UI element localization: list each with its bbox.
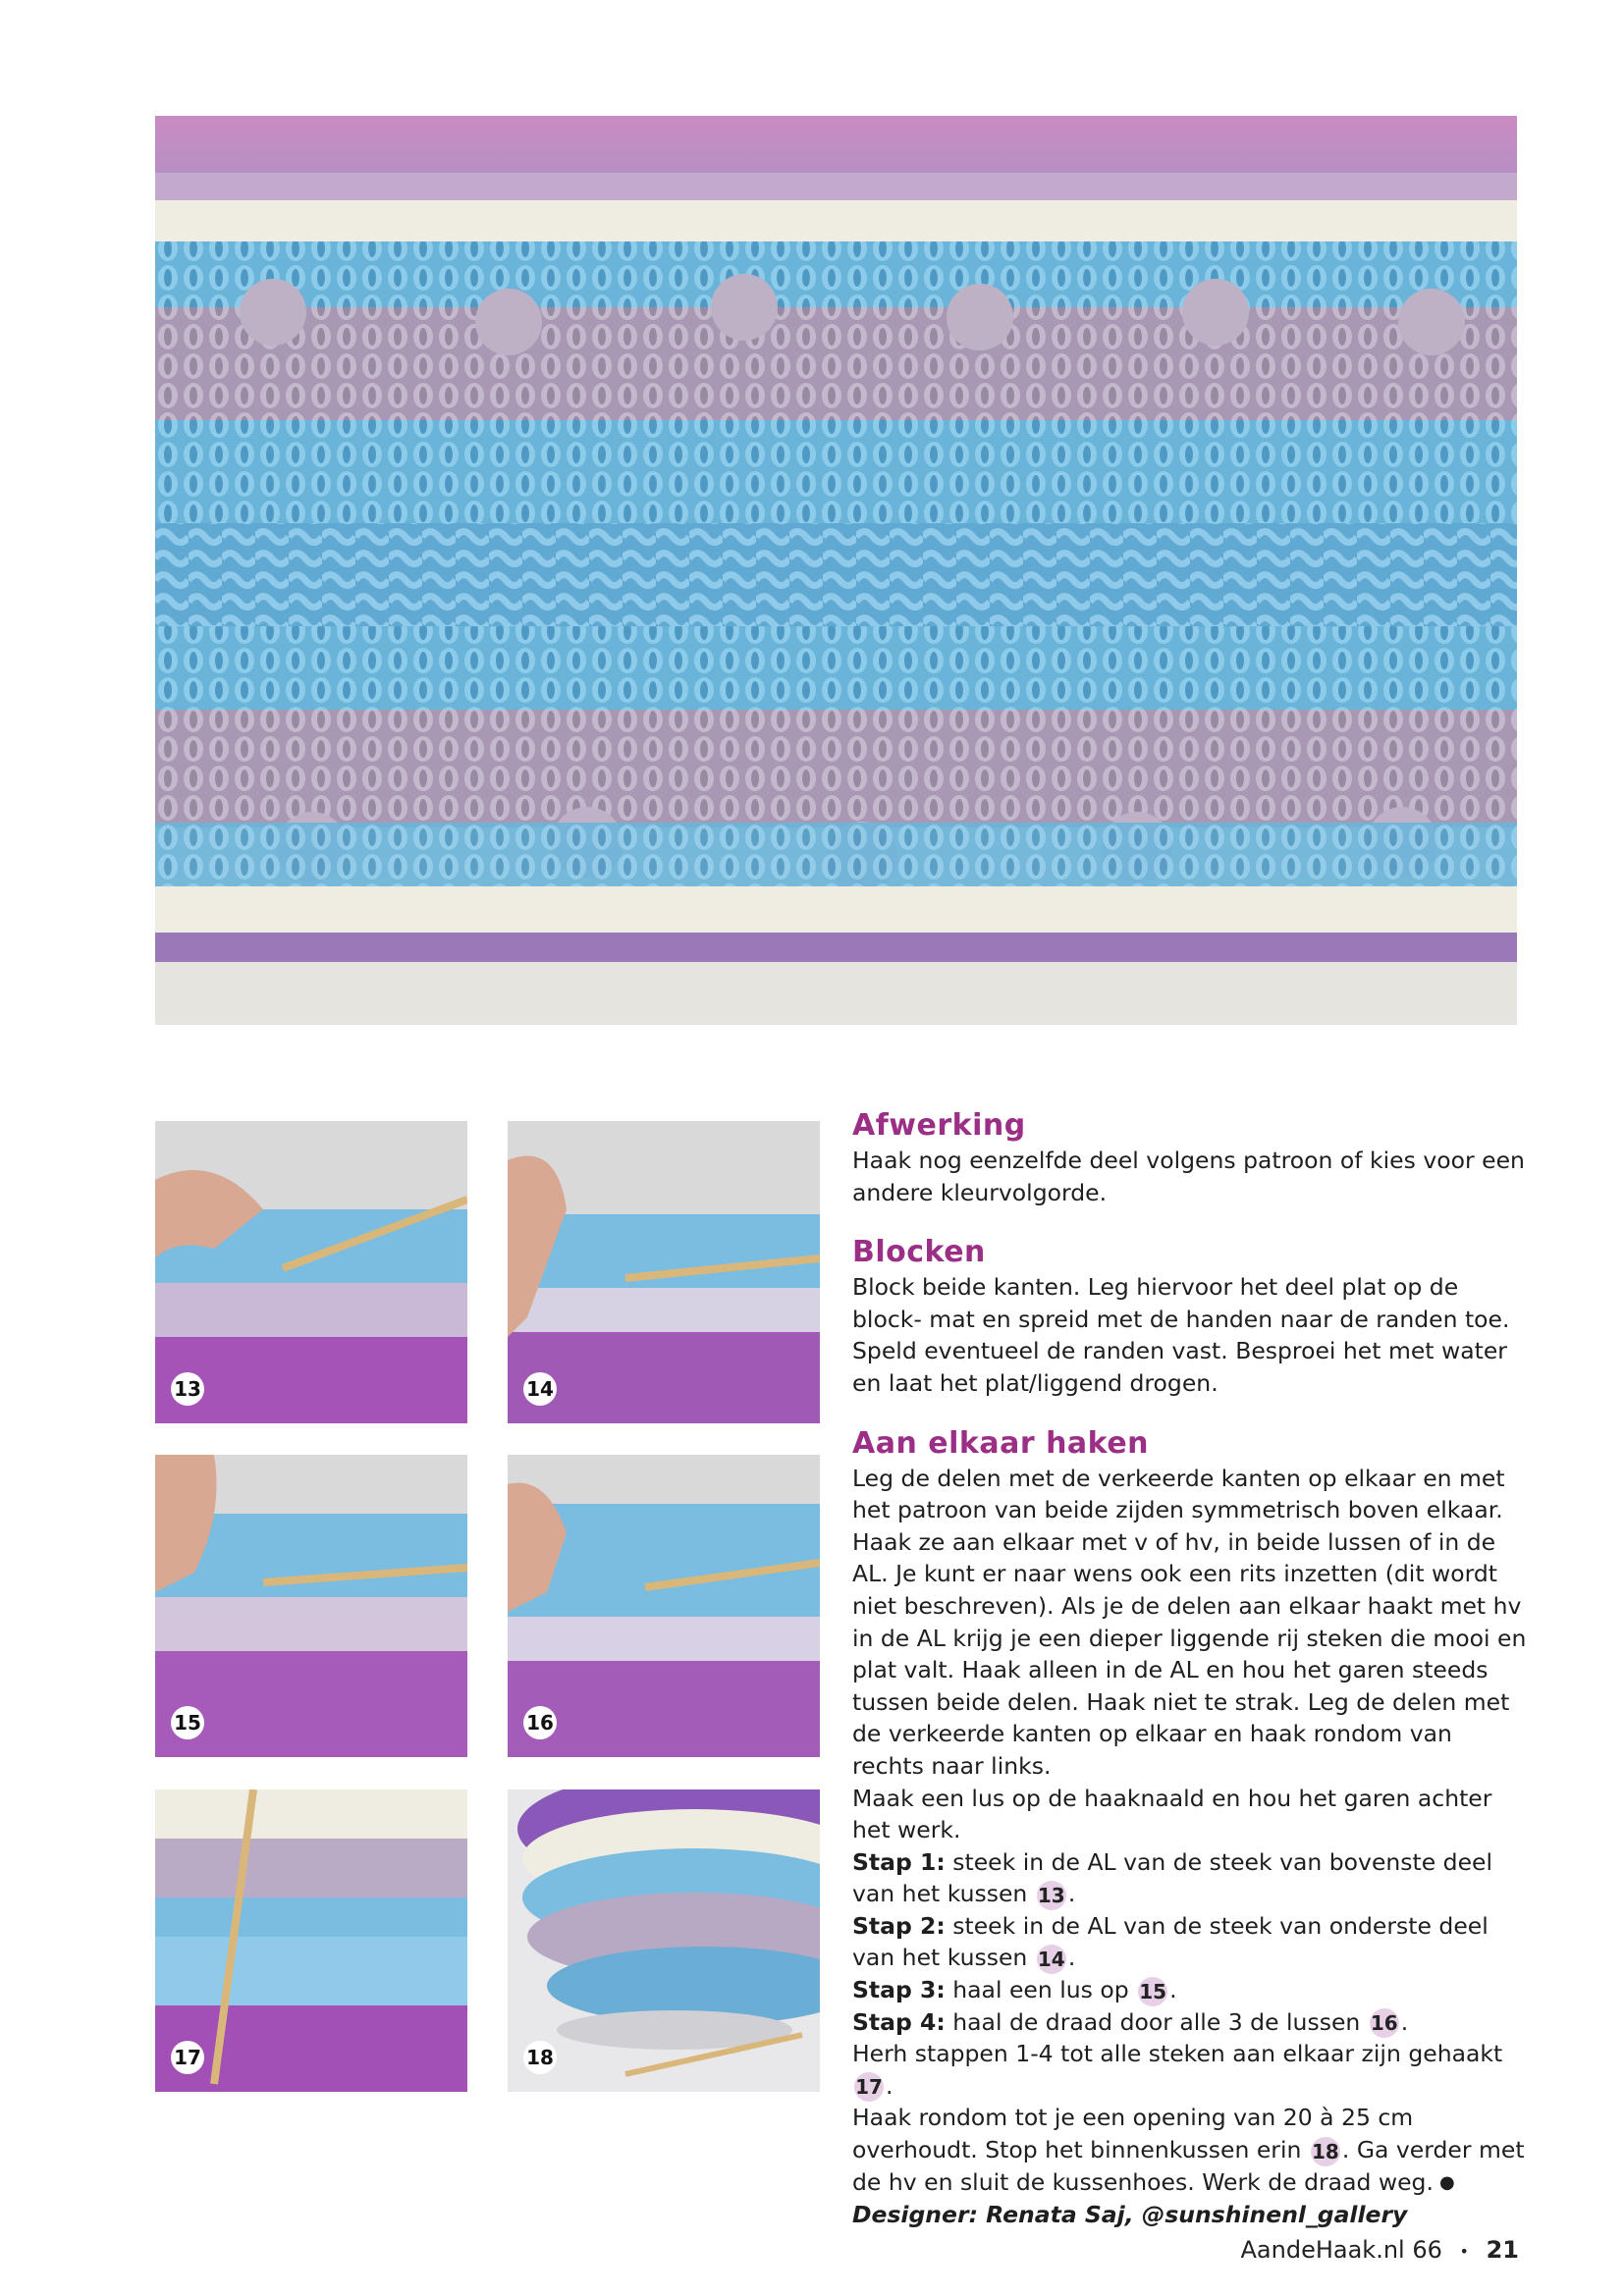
step-4 <box>852 2006 1530 2039</box>
step-end: . <box>1067 1880 1076 1908</box>
section-heading: Aan elkaar haken <box>852 1425 1150 1461</box>
closing-text-end: . Ga verder met de hv en sluit de kussenhoes. Werk de draad weg. <box>852 2136 1525 2196</box>
step-photo-13 <box>155 1121 467 1423</box>
closing-instruction <box>852 2102 1530 2199</box>
section-blocken <box>852 1234 1530 1399</box>
step-text: steek in de AL van de steek van bovenste deel van het kussen <box>852 1847 1493 1908</box>
step-photo-18 <box>508 1789 820 2092</box>
step-number-badge: 14 <box>523 1372 557 1406</box>
step-text: steek in de AL van de steek van onderste deel van het kussen <box>852 1911 1489 1972</box>
photo-reference-badge: 13 <box>1037 1881 1066 1910</box>
step-number-badge: 16 <box>523 1706 557 1739</box>
step-label: Stap 2: <box>852 1911 946 1940</box>
step-photo-15 <box>155 1455 467 1757</box>
step-number-badge: 17 <box>171 2041 204 2074</box>
step-number-badge: 13 <box>171 1372 204 1406</box>
crochet-step-image <box>155 1789 467 2092</box>
section-body: Block beide kanten. Leg hiervoor het deel plat op de block- mat en spreid met de handen naar de randen toe. Speld eventueel de randen vast. Besproei het met water en laat het plat/liggend drogen. <box>852 1273 1510 1397</box>
photo-reference-badge: 16 <box>1370 2008 1399 2038</box>
crochet-cushion-closeup <box>155 116 1517 1025</box>
crochet-step-image <box>508 1789 820 2092</box>
section-aan-elkaar-haken <box>852 1425 1530 2231</box>
repeat-text: Herh stappen 1-4 tot alle steken aan elkaar zijn gehaakt <box>852 2040 1503 2068</box>
crochet-step-image <box>508 1455 820 1757</box>
step-label: Stap 4: <box>852 2007 946 2036</box>
step-number-badge: 15 <box>171 1706 204 1739</box>
step-3 <box>852 1974 1530 2006</box>
step-label: Stap 1: <box>852 1847 946 1876</box>
section-body: Maak een lus op de haaknaald en hou het garen achter het werk. <box>852 1784 1492 1844</box>
step-text: haal de draad door alle 3 de lussen <box>952 2007 1361 2036</box>
page-number: 21 <box>1486 2236 1519 2264</box>
step-2 <box>852 1910 1530 1974</box>
step-photo-16 <box>508 1455 820 1757</box>
designer-credit: Designer: Renata Saj, @sunshinenl_gallery <box>852 2201 1408 2229</box>
section-body: Leg de delen met de verkeerde kanten op elkaar en met het patroon van beide zijden symmetrisch boven elkaar. Haak ze aan elkaar met v of hv, in beide lussen of in de AL. Je kunt er naar wens ook een rits inzetten (dit wordt niet beschreven). Als je de delen aan elkaar haakt met hv in de AL krijg je een dieper liggende rij steken die mooi en plat valt. Haak alleen in de AL en hou het garen steeds tussen beide delen. Haak niet te strak. Leg de delen met de verkeerde kanten op elkaar en haak rondom van rechts naar links. <box>852 1464 1527 1780</box>
closing-text: Haak rondom tot je een opening van 20 à 25 cm overhoudt. Stop het binnenkussen erin <box>852 2104 1414 2164</box>
step-end: . <box>1169 1976 1177 2004</box>
crochet-step-image <box>508 1121 820 1423</box>
photo-reference-badge: 17 <box>854 2072 884 2102</box>
step-photo-17 <box>155 1789 467 2092</box>
crochet-step-image <box>155 1121 467 1423</box>
section-afwerking <box>852 1107 1530 1208</box>
magazine-name: AandeHaak.nl 66 <box>1240 2236 1442 2264</box>
photo-reference-badge: 18 <box>1311 2137 1340 2166</box>
photo-reference-badge: 14 <box>1037 1945 1066 1974</box>
step-label: Stap 3: <box>852 1976 946 2004</box>
repeat-instruction: Herh stappen 1-4 tot alle steken aan elkaar zijn gehaakt 17 . <box>852 2038 1530 2102</box>
step-number-badge: 18 <box>523 2041 557 2074</box>
step-photo-14 <box>508 1121 820 1423</box>
footer-separator: • <box>1459 2241 1469 2261</box>
end-mark: ● <box>1438 2171 1455 2193</box>
instructions-column <box>852 1107 1530 2257</box>
section-body: Haak nog eenzelfde deel volgens patroon of kies voor een andere kleurvolgorde. <box>852 1147 1525 1206</box>
photo-reference-badge: 15 <box>1138 1977 1167 2006</box>
section-heading: Afwerking <box>852 1108 1026 1143</box>
page-footer <box>1241 2236 1520 2264</box>
section-heading: Blocken <box>852 1235 986 1270</box>
step-end: . <box>1067 1944 1076 1972</box>
step-end: . <box>1400 2007 1409 2036</box>
hero-photo <box>155 116 1517 1025</box>
crochet-step-image <box>155 1455 467 1757</box>
step-1 <box>852 1846 1530 1910</box>
step-text: haal een lus op <box>952 1976 1129 2004</box>
